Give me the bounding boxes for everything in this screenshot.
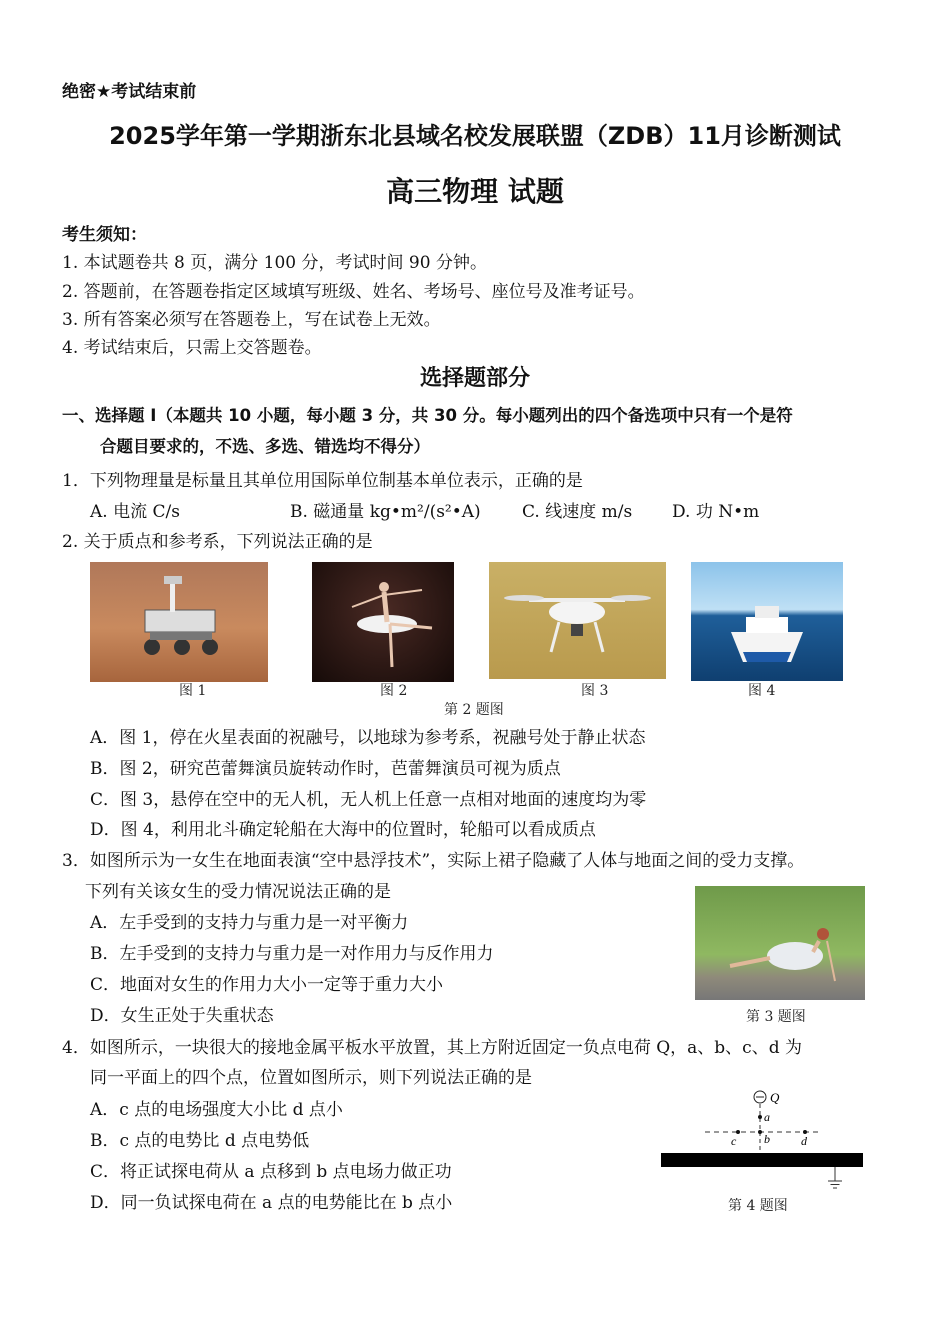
point-b xyxy=(758,1130,762,1134)
q3-option-a: A．左手受到的支持力与重力是一对平衡力 xyxy=(90,913,409,933)
figure-1-caption: 图 1 xyxy=(179,683,207,699)
q4-figure-caption: 第 4 题图 xyxy=(728,1198,788,1214)
figure-4-ship xyxy=(691,562,843,681)
q2-option-d: D．图 4，利用北斗确定轮船在大海中的位置时，轮船可以看成质点 xyxy=(90,820,596,840)
notice-item: 3. 所有答案必须写在答题卷上，写在试卷上无效。 xyxy=(62,310,441,330)
q4-option-d: D．同一负试探电荷在 a 点的电势能比在 b 点小 xyxy=(90,1193,453,1213)
label-Q: Q xyxy=(770,1090,780,1105)
figure-3-caption: 图 3 xyxy=(581,683,609,699)
label-b: b xyxy=(764,1132,770,1146)
rover-icon xyxy=(90,562,268,682)
figure-1-mars-rover xyxy=(90,562,268,682)
levitating-girl-icon xyxy=(695,886,865,1000)
notice-item: 1. 本试题卷共 8 页，满分 100 分，考试时间 90 分钟。 xyxy=(62,253,487,273)
point-c xyxy=(736,1130,740,1134)
q3-figure-caption: 第 3 题图 xyxy=(746,1009,806,1025)
q1-option-b: B. 磁通量 kg•m²/(s²•A) xyxy=(290,502,481,522)
label-c: c xyxy=(731,1134,737,1148)
figure-4-caption: 图 4 xyxy=(748,683,776,699)
q4-option-c: C．将正试探电荷从 a 点移到 b 点电场力做正功 xyxy=(90,1162,452,1182)
label-d: d xyxy=(801,1134,807,1148)
drone-icon xyxy=(489,562,666,679)
exam-subtitle: 高三物理 试题 xyxy=(386,175,564,208)
confidential-label: 绝密★考试结束前 xyxy=(62,82,197,102)
q3-stem-cont: 下列有关该女生的受力情况说法正确的是 xyxy=(85,882,391,902)
q3-levitation-photo xyxy=(695,886,865,1000)
q4-option-a: A．c 点的电场强度大小比 d 点小 xyxy=(90,1100,343,1120)
section-instructions: 一、选择题 I（本题共 10 小题，每小题 3 分，共 30 分。每小题列出的四个备选项中只有一个是符 xyxy=(62,406,793,425)
q3-stem: 3．如图所示为一女生在地面表演“空中悬浮技术”，实际上裙子隐藏了人体与地面之间的受力支撑。 xyxy=(62,851,805,871)
q2-option-b: B．图 2，研究芭蕾舞演员旋转动作时，芭蕾舞演员可视为质点 xyxy=(90,759,561,779)
label-a: a xyxy=(764,1110,770,1124)
q4-option-b: B．c 点的电势比 d 点电势低 xyxy=(90,1131,310,1151)
q3-option-d: D．女生正处于失重状态 xyxy=(90,1006,274,1026)
figure-2-caption: 图 2 xyxy=(380,683,408,699)
point-a xyxy=(758,1115,762,1119)
notice-item: 2. 答题前，在答题卷指定区域填写班级、姓名、考场号、座位号及准考证号。 xyxy=(62,282,645,302)
notice-item: 4. 考试结束后，只需上交答题卷。 xyxy=(62,338,322,358)
q2-stem: 2. 关于质点和参考系，下列说法正确的是 xyxy=(62,532,373,552)
ship-icon xyxy=(691,562,843,681)
ballerina-icon xyxy=(312,562,454,682)
q4-stem: 4．如图所示，一块很大的接地金属平板水平放置，其上方附近固定一负点电荷 Q，a、b、c、d 为 xyxy=(62,1038,802,1058)
q4-stem-cont: 同一平面上的四个点，位置如图所示，则下列说法正确的是 xyxy=(90,1068,532,1088)
figure-2-ballerina xyxy=(312,562,454,682)
q3-option-b: B．左手受到的支持力与重力是一对作用力与反作用力 xyxy=(90,944,494,964)
q1-option-a: A. 电流 C/s xyxy=(90,502,180,522)
q4-diagram xyxy=(655,1085,870,1195)
q2-option-a: A．图 1，停在火星表面的祝融号，以地球为参考系，祝融号处于静止状态 xyxy=(90,728,646,748)
q1-stem: 1．下列物理量是标量且其单位用国际单位制基本单位表示，正确的是 xyxy=(62,471,583,491)
notice-heading: 考生须知： xyxy=(62,225,147,245)
ground-icon xyxy=(828,1181,842,1188)
q2-figure-caption: 第 2 题图 xyxy=(444,702,504,718)
q1-option-d: D. 功 N•m xyxy=(672,502,760,522)
figure-3-drone xyxy=(489,562,666,679)
q3-option-c: C．地面对女生的作用力大小一定等于重力大小 xyxy=(90,975,444,995)
metal-plate xyxy=(661,1153,863,1167)
q1-option-c: C. 线速度 m/s xyxy=(522,502,633,522)
section-title: 选择题部分 xyxy=(419,366,530,391)
exam-title: 2025学年第一学期浙东北县域名校发展联盟（ZDB）11月诊断测试 xyxy=(109,122,841,150)
section-instructions-cont: 合题目要求的，不选、多选、错选均不得分） xyxy=(100,437,430,456)
q2-option-c: C．图 3，悬停在空中的无人机，无人机上任意一点相对地面的速度均为零 xyxy=(90,790,647,810)
